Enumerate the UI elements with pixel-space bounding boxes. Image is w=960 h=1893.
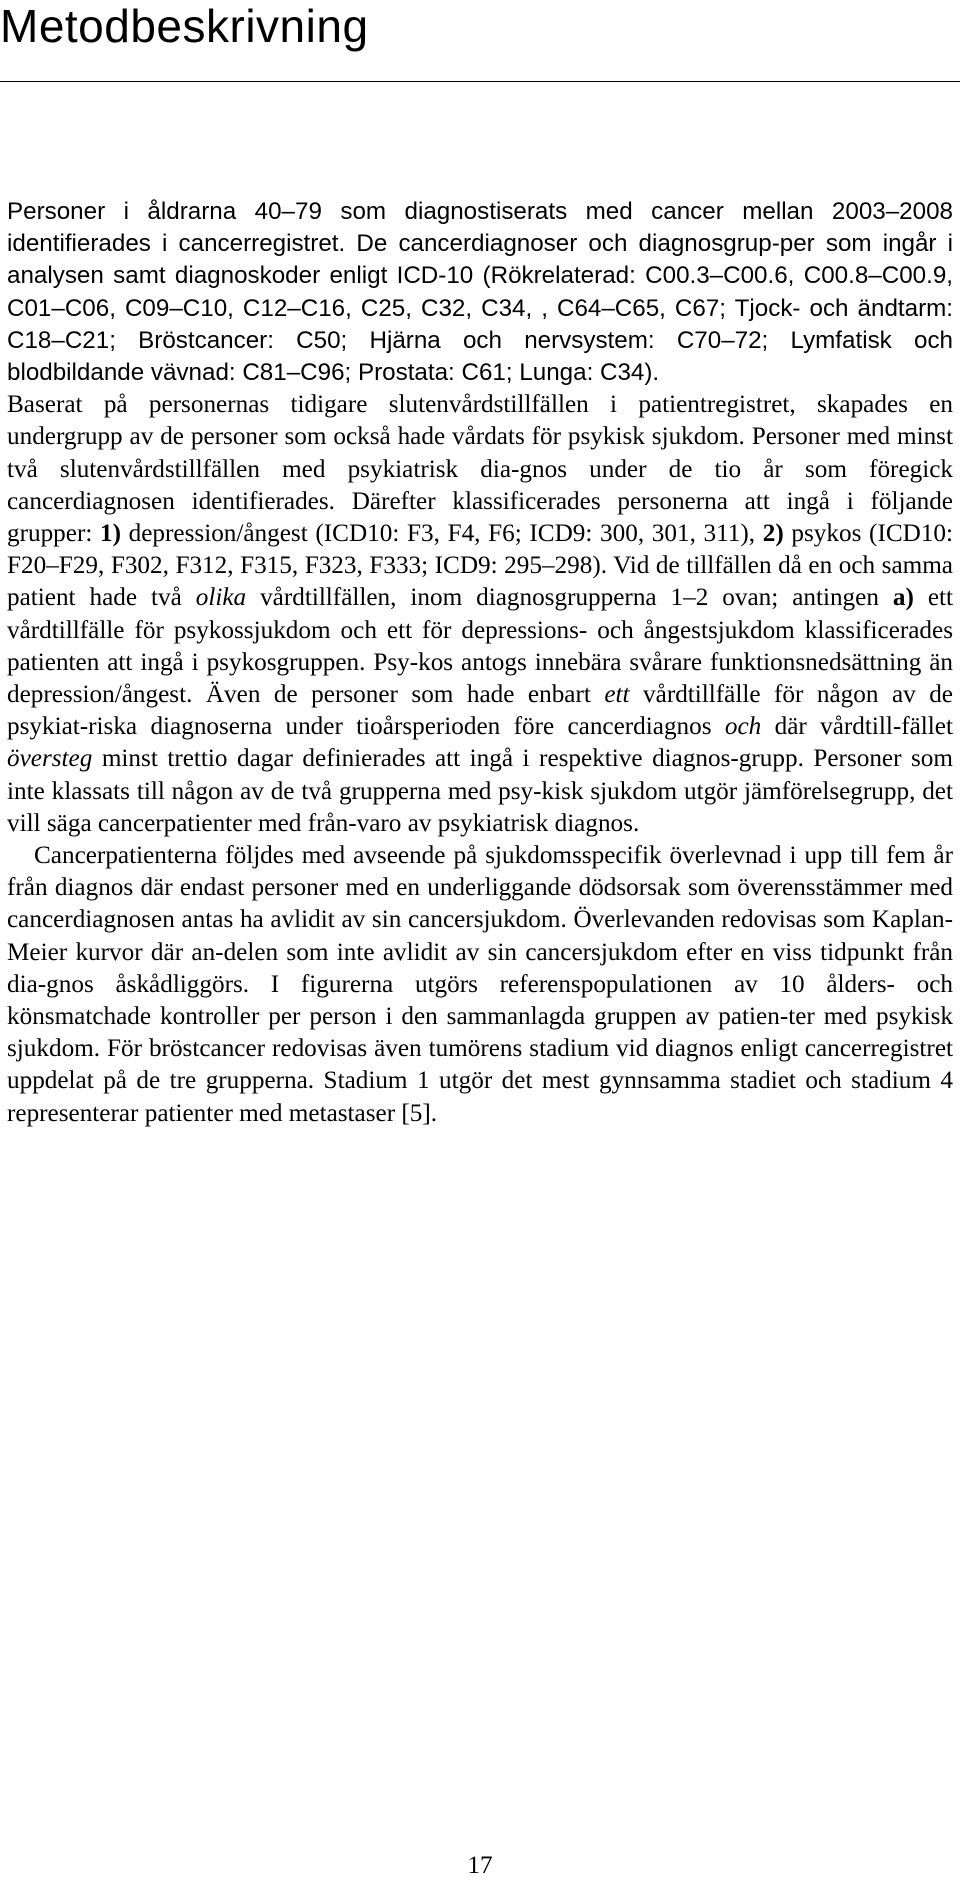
title-divider bbox=[0, 81, 960, 82]
italic-emphasis: och bbox=[724, 713, 762, 741]
paragraph-selection: Personer i åldrarna 40–79 som diagnostiserats med cancer mellan 2003–2008 identifierades i cancerregistret. De cancerdiagnoser och diagnosgrup-per som ingår i analysen samt diagnoskoder enligt ICD-10 (Rökrelaterad: C00.3–C00.6, C00.8–C00.9, C01–C06, C09–C10, C12–C16, C25, C32, C34, , C64–C65, C67; Tjock- och ändtarm: C18–C21; Bröstcancer: C50; Hjärna och nervsystem: C70–72; Lymfatisk och blodbildande vävnad: C81–C96; Prostata: C61; Lunga: C34). bbox=[7, 198, 953, 387]
italic-emphasis: olika bbox=[195, 584, 247, 612]
text-run: depression/ångest (ICD10: F3, F4, F6; ICD9: 300, 301, 311), bbox=[120, 520, 763, 548]
text-run: minst trettio dagar definierades att ingå i respektive diagnos-grupp. Personer som inte klassats till någon av de två grupperna med psy-kisk sjukdom utgör jämförelsegrupp, det vill säga cancerpatienter med från-varo av psykiatrisk diagnos. bbox=[7, 745, 953, 837]
paragraph-survival: Cancerpatienterna följdes med avseende på sjukdomsspecifik överlevnad i upp till fem år från diagnos där endast personer med en underliggande dödsorsak som överensstämmer med cancerdiagnosen antas ha avlidit av sin cancersjukdom. Överlevanden redovisas som Kaplan-Meier kurvor där an-delen som inte avlidit av sin cancersjukdom efter en viss tidpunkt från dia-gnos åskådliggörs. I figurerna utgörs referenspopulationen av 10 ålders- och könsmatchade kontroller per person i den sammanlagda gruppen av patien-ter med psykisk sjukdom. För bröstcancer redovisas även tumörens stadium vid diagnos enligt cancerregistret uppdelat på de tre grupperna. Stadium 1 utgör det mest gynnsamma stadiet och stadium 4 representerar patienter med metastaser [5]. bbox=[7, 842, 953, 1127]
text-run: ett vårdtillfälle för psykossjukdom och ett för depressions- och ångestsjukdom klassificerades patienten att ingå i psykosgruppen. Psy-kos antogs innebära svårare funktionsnedsättning än depression/ångest. Även de personer som hade enbart bbox=[7, 584, 953, 709]
bold-marker: a) bbox=[892, 584, 914, 612]
italic-emphasis: översteg bbox=[7, 745, 93, 773]
bold-marker: 2) bbox=[762, 520, 784, 548]
text-run: Baserat på personernas tidigare slutenvårdstillfällen i patientregistret, skapades en undergrupp av de personer som också hade vårdats för psykisk sjukdom. Personer med minst två slutenvårdstillfällen med psykiatrisk dia-gnos under de tio år som föregick cancerdiagnosen identifierades. Därefter klassificerades personerna att ingå i följande grupper: bbox=[7, 391, 953, 548]
bold-marker: 1) bbox=[100, 520, 121, 548]
text-run: där vårdtill-fället bbox=[761, 713, 953, 741]
text-run: psykos (ICD10: F20–F29, F302, F312, F315, F323, F333; ICD9: 295–298). Vid de tillfällen då en och samma patient hade två bbox=[7, 520, 954, 612]
italic-emphasis: ett bbox=[604, 681, 630, 709]
paragraph-classification bbox=[7, 389, 953, 840]
body-text bbox=[7, 196, 953, 1130]
text-run: vårdtillfällen, inom diagnosgrupperna 1–2 ovan; antingen bbox=[246, 584, 893, 612]
page-number: 17 bbox=[467, 1852, 493, 1879]
text-run: vårdtillfälle för någon av de psykiat-riska diagnoserna under tioårsperioden före cancerdiagnos bbox=[7, 681, 953, 741]
page-title: Metodbeskrivning bbox=[0, 0, 369, 52]
